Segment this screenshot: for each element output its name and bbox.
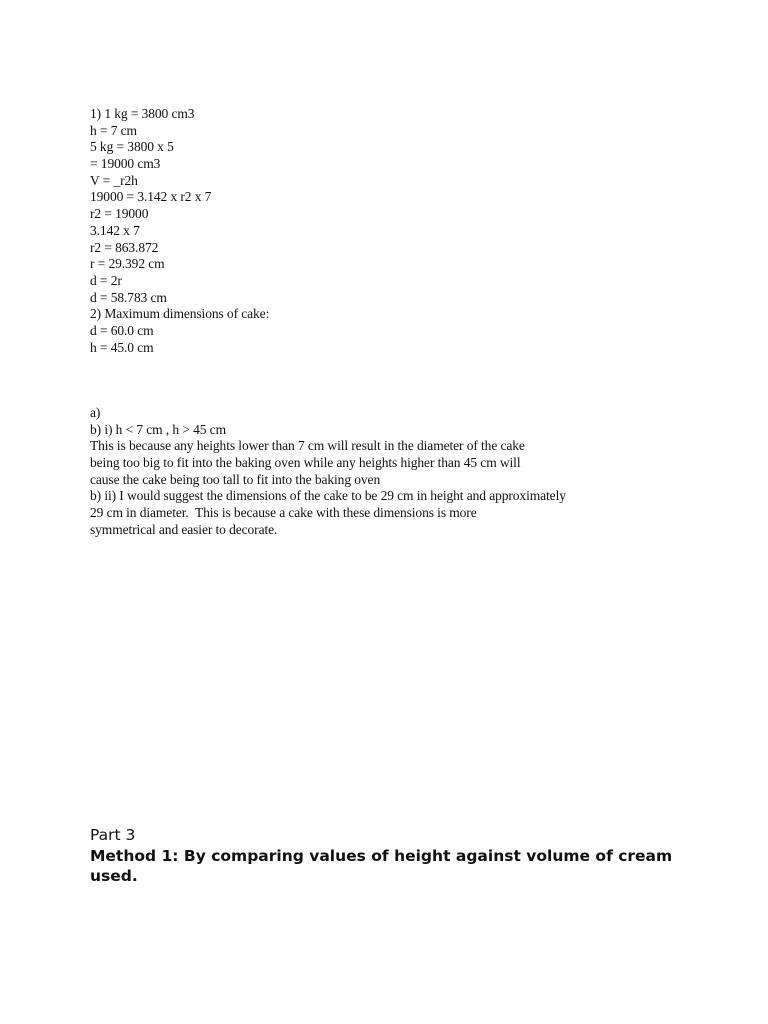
calc-line: d = 60.0 cm [90,322,154,338]
answer-line: This is because any heights lower than 7 cm will result in the diameter of the cake [90,438,525,454]
part3-section [90,825,690,887]
part-title: Part 3 [90,826,136,844]
answer-line: b) ii) I would suggest the dimensions of the cake to be 29 cm in height and approximately [90,488,566,504]
calc-line: d = 2r [90,272,122,288]
answer-line: symmetrical and easier to decorate. [90,521,278,537]
answer-line: b) i) h < 7 cm , h > 45 cm [90,421,226,437]
calc-line: r2 = 19000 [90,206,149,222]
calculation-section [90,106,269,356]
calc-line: V = _r2h [90,172,138,188]
method-heading: Method 1: By comparing values of height against volume of cream used. [90,846,673,885]
calc-line: h = 7 cm [90,122,137,138]
calc-line: d = 58.783 cm [90,289,167,305]
calc-line: 19000 = 3.142 x r2 x 7 [90,189,212,205]
calc-line: 2) Maximum dimensions of cake: [90,306,270,322]
calc-line: r2 = 863.872 [90,239,159,255]
calc-line: = 19000 cm3 [90,156,161,172]
answer-line: a) [90,405,101,420]
calc-line: 3.142 x 7 [90,222,140,238]
answer-line: 29 cm in diameter. This is because a cake with these dimensions is more [90,505,477,521]
answers-section [90,405,566,539]
calc-line: r = 29.392 cm [90,256,165,272]
answer-line: being too big to fit into the baking oven while any heights higher than 45 cm will [90,455,521,471]
calc-line: 1) 1 kg = 3800 cm3 [90,106,195,121]
calc-line: 5 kg = 3800 x 5 [90,139,174,155]
answer-line: cause the cake being too tall to fit into the baking oven [90,471,381,487]
calc-line: h = 45.0 cm [90,339,154,355]
